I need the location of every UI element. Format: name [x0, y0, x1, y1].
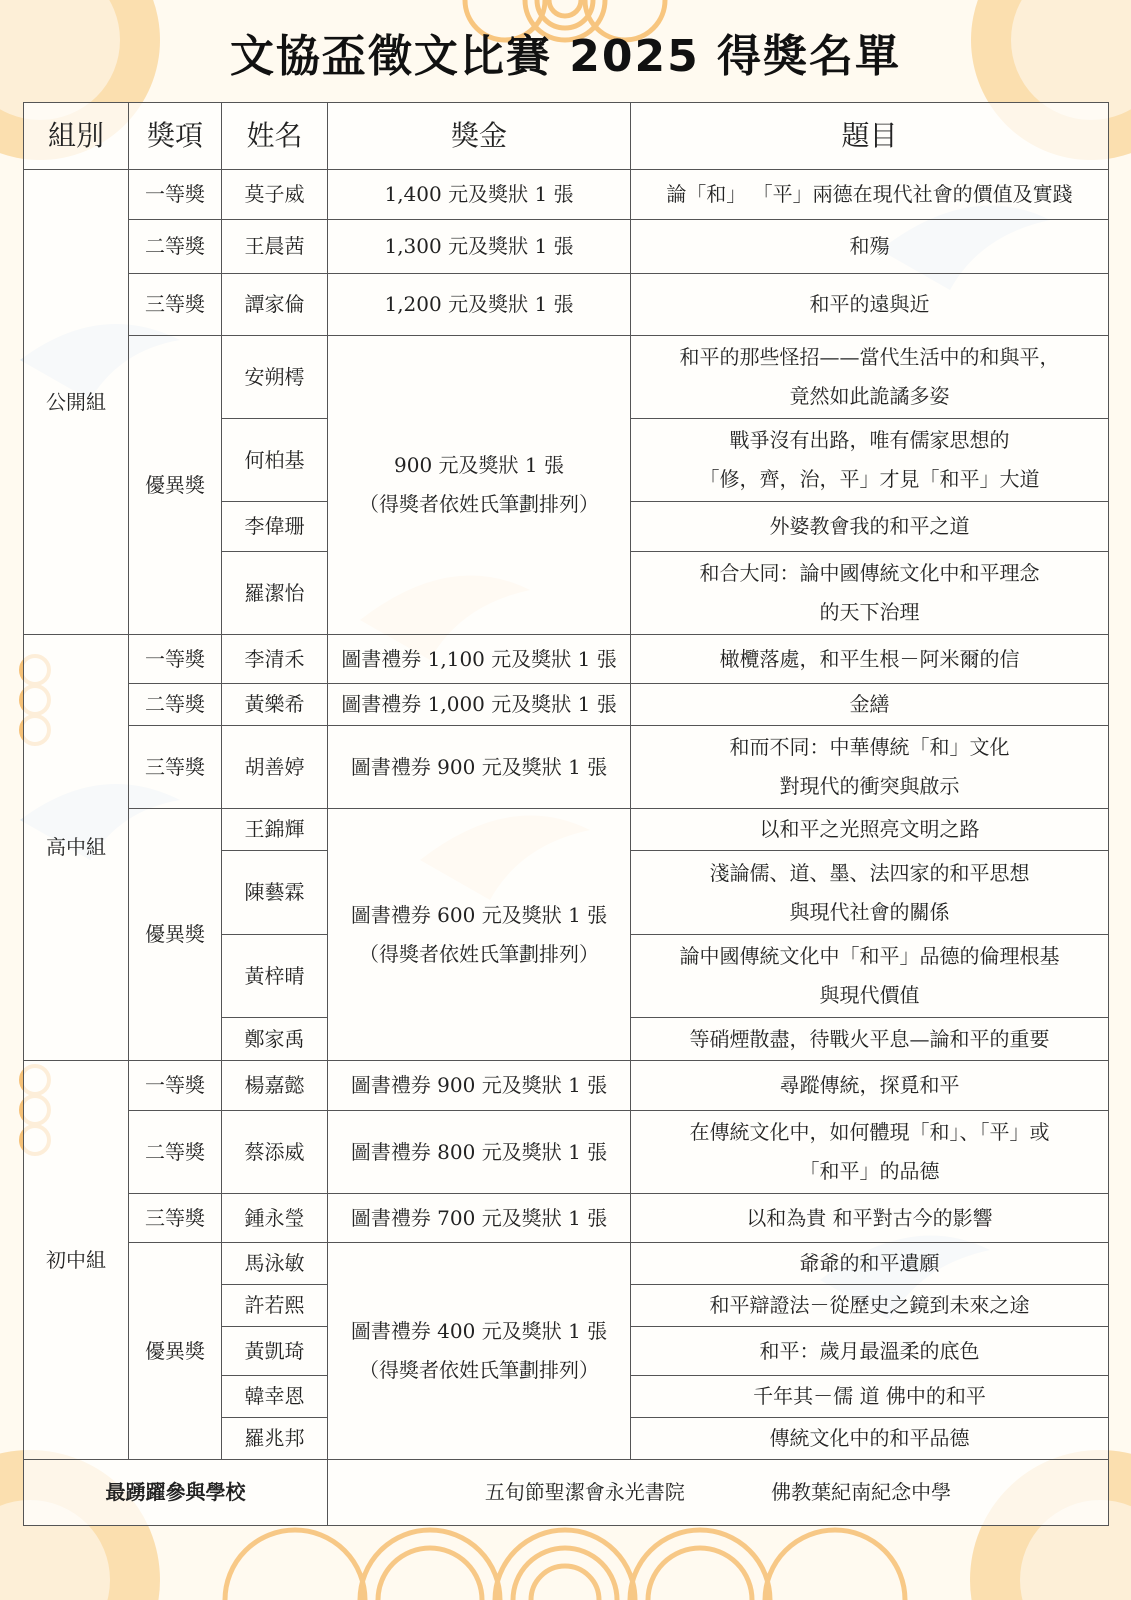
topic-line: 和平的那些怪招——當代生活中的和與平， — [679, 345, 1060, 369]
prize-cell: 圖書禮券 1,000 元及獎狀 1 張 — [328, 684, 631, 726]
topic-cell — [631, 1111, 1109, 1194]
topic-cell: 傳統文化中的和平品德 — [631, 1418, 1109, 1460]
table-row — [24, 635, 1109, 684]
name-cell: 莫子威 — [222, 170, 328, 220]
prize-cell: 圖書禮券 800 元及獎狀 1 張 — [328, 1111, 631, 1194]
name-cell: 李偉珊 — [222, 502, 328, 552]
footer-label: 最踴躍參與學校 — [24, 1460, 328, 1526]
topic-line: 與現代社會的關係 — [789, 899, 950, 924]
topic-line: 論中國傳統文化中「和平」品德的倫理根基 — [679, 944, 1060, 968]
header-prize: 獎金 — [328, 103, 631, 170]
prize-cell: 圖書禮券 700 元及獎狀 1 張 — [328, 1194, 631, 1243]
name-cell: 王晨茜 — [222, 220, 328, 274]
topic-cell — [631, 419, 1109, 502]
name-cell: 陳藝霖 — [222, 851, 328, 935]
name-cell: 黃樂希 — [222, 684, 328, 726]
table-row — [24, 726, 1109, 809]
name-cell: 胡善婷 — [222, 726, 328, 809]
header-award: 獎項 — [129, 103, 222, 170]
topic-cell: 爺爺的和平遺願 — [631, 1243, 1109, 1285]
topic-line: 淺論儒、道、墨、法四家的和平思想 — [709, 860, 1030, 885]
topic-cell — [631, 935, 1109, 1018]
topic-cell: 等硝煙散盡，待戰火平息—論和平的重要 — [631, 1018, 1109, 1061]
award-cell: 三等獎 — [129, 274, 222, 336]
topic-line: 和合大同：論中國傳統文化中和平理念 — [699, 561, 1040, 585]
topic-cell: 以和平之光照亮文明之路 — [631, 809, 1109, 851]
footer-row — [24, 1460, 1109, 1526]
table-row — [24, 1194, 1109, 1243]
name-cell: 鄭家禹 — [222, 1018, 328, 1061]
header-row — [24, 103, 1109, 170]
prize-cell: 1,200 元及獎狀 1 張 — [328, 274, 631, 336]
topic-line: 戰爭沒有出路，唯有儒家思想的 — [729, 428, 1010, 452]
topic-cell: 外婆教會我的和平之道 — [631, 502, 1109, 552]
award-cell: 三等獎 — [129, 1194, 222, 1243]
topic-line: 與現代價值 — [819, 983, 920, 1007]
topic-cell — [631, 336, 1109, 419]
prize-cell: 圖書禮券 900 元及獎狀 1 張 — [328, 726, 631, 809]
school-name: 佛教葉紀南紀念中學 — [771, 1480, 952, 1504]
topic-line: 在傳統文化中，如何體現「和」、「平」或 — [689, 1120, 1050, 1144]
prize-cell — [328, 809, 631, 1061]
table-row — [24, 684, 1109, 726]
topic-line: 的天下治理 — [819, 600, 920, 624]
name-cell: 黃梓晴 — [222, 935, 328, 1018]
award-cell: 一等獎 — [129, 170, 222, 220]
topic-line: 「和平」的品德 — [799, 1159, 940, 1183]
name-cell: 羅兆邦 — [222, 1418, 328, 1460]
name-cell: 韓幸恩 — [222, 1376, 328, 1418]
topic-cell: 金繕 — [631, 684, 1109, 726]
topic-line: 對現代的衝突與啟示 — [779, 774, 960, 798]
name-cell: 黃凱琦 — [222, 1327, 328, 1376]
name-cell: 安朔樗 — [222, 336, 328, 419]
group-open: 公開組 — [24, 170, 129, 635]
topic-line: 竟然如此詭譎多姿 — [789, 384, 950, 408]
header-group: 組別 — [24, 103, 129, 170]
topic-cell: 千年其－儒 道 佛中的和平 — [631, 1376, 1109, 1418]
name-cell: 楊嘉懿 — [222, 1061, 328, 1111]
award-cell: 優異獎 — [129, 1243, 222, 1460]
name-cell: 王錦輝 — [222, 809, 328, 851]
group-junior: 初中組 — [24, 1061, 129, 1460]
topic-cell: 尋蹤傳統，探覓和平 — [631, 1061, 1109, 1111]
awards-table — [23, 102, 1109, 1526]
topic-cell: 和平：歲月最溫柔的底色 — [631, 1327, 1109, 1376]
table-row — [24, 336, 1109, 419]
table-row — [24, 170, 1109, 220]
page-title: 文協盃徵文比賽 2025 得獎名單 — [229, 31, 902, 82]
table-row — [24, 1111, 1109, 1194]
school-name: 五旬節聖潔會永光書院 — [484, 1480, 685, 1504]
prize-line: 圖書禮券 600 元及獎狀 1 張 — [350, 902, 608, 927]
topic-cell: 論「和」 「平」兩德在現代社會的價值及實踐 — [631, 170, 1109, 220]
topic-cell — [631, 726, 1109, 809]
topic-cell: 和殤 — [631, 220, 1109, 274]
prize-cell: 圖書禮券 1,100 元及獎狀 1 張 — [328, 635, 631, 684]
name-cell: 何柏基 — [222, 419, 328, 502]
prize-line: 900 元及獎狀 1 張 — [394, 453, 564, 477]
name-cell: 鍾永瑩 — [222, 1194, 328, 1243]
topic-line: 「修，齊，治，平」才見「和平」大道 — [699, 467, 1040, 491]
prize-cell — [328, 336, 631, 635]
topic-cell — [631, 851, 1109, 935]
group-senior: 高中組 — [24, 635, 129, 1061]
award-cell: 一等獎 — [129, 635, 222, 684]
prize-note: （得獎者依姓氏筆劃排列） — [359, 492, 599, 516]
name-cell: 羅潔怡 — [222, 552, 328, 635]
topic-cell — [631, 552, 1109, 635]
name-cell: 馬泳敏 — [222, 1243, 328, 1285]
award-cell: 二等獎 — [129, 1111, 222, 1194]
prize-cell: 1,300 元及獎狀 1 張 — [328, 220, 631, 274]
table-row — [24, 220, 1109, 274]
footer-schools — [328, 1460, 1109, 1526]
table-row — [24, 1061, 1109, 1111]
award-cell: 三等獎 — [129, 726, 222, 809]
topic-cell: 和平辯證法－從歷史之鏡到未來之途 — [631, 1285, 1109, 1327]
topic-cell: 和平的遠與近 — [631, 274, 1109, 336]
table-row — [24, 1243, 1109, 1285]
prize-line: 圖書禮券 400 元及獎狀 1 張 — [350, 1319, 608, 1343]
prize-cell: 圖書禮券 900 元及獎狀 1 張 — [328, 1061, 631, 1111]
name-cell: 許若熙 — [222, 1285, 328, 1327]
award-cell: 二等獎 — [129, 220, 222, 274]
topic-cell: 橄欖落處，和平生根－阿米爾的信 — [631, 635, 1109, 684]
award-cell: 一等獎 — [129, 1061, 222, 1111]
award-cell: 優異獎 — [129, 336, 222, 635]
prize-cell — [328, 1243, 631, 1460]
award-cell: 優異獎 — [129, 809, 222, 1061]
name-cell: 譚家倫 — [222, 274, 328, 336]
prize-note: （得獎者依姓氏筆劃排列） — [359, 1358, 599, 1382]
header-topic: 題目 — [631, 103, 1109, 170]
prize-note: （得獎者依姓氏筆劃排列） — [359, 941, 599, 966]
name-cell: 李清禾 — [222, 635, 328, 684]
topic-line: 和而不同：中華傳統「和」文化 — [729, 735, 1010, 759]
topic-cell: 以和為貴 和平對古今的影響 — [631, 1194, 1109, 1243]
table-row — [24, 809, 1109, 851]
name-cell: 蔡添威 — [222, 1111, 328, 1194]
table-row — [24, 274, 1109, 336]
header-name: 姓名 — [222, 103, 328, 170]
award-cell: 二等獎 — [129, 684, 222, 726]
prize-cell: 1,400 元及獎狀 1 張 — [328, 170, 631, 220]
